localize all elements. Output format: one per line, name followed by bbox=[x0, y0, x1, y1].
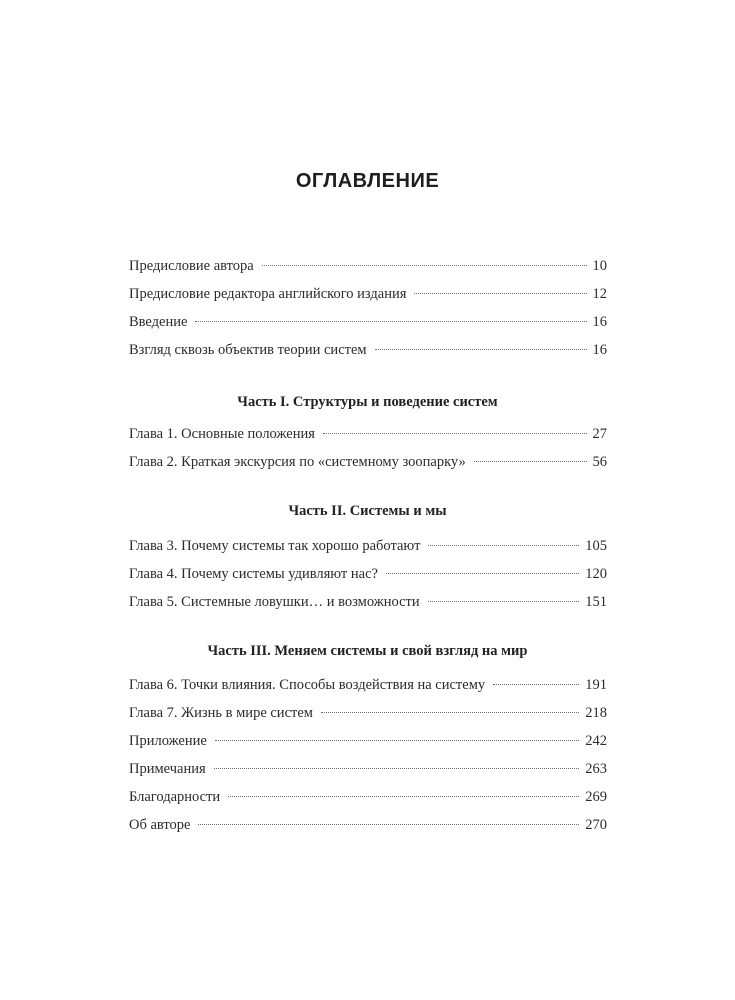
toc-entry-label: Глава 2. Краткая экскурсия по «системному зоопарку» bbox=[129, 454, 466, 470]
toc-entry bbox=[129, 560, 607, 588]
dot-leader bbox=[323, 433, 587, 434]
toc-entry bbox=[129, 755, 607, 783]
toc-entry-page: 151 bbox=[585, 594, 607, 610]
part-heading: Часть II. Системы и мы bbox=[288, 503, 447, 519]
toc-entry-page: 56 bbox=[592, 454, 607, 470]
dot-leader bbox=[215, 740, 579, 741]
toc-entry-label: Глава 7. Жизнь в мире систем bbox=[129, 705, 313, 721]
toc-entry-label: Взгляд сквозь объектив теории систем bbox=[129, 342, 367, 358]
dot-leader bbox=[321, 712, 579, 713]
toc-entry-label: Приложение bbox=[129, 733, 207, 749]
dot-leader bbox=[386, 573, 579, 574]
toc-entry-page: 16 bbox=[592, 342, 607, 358]
dot-leader bbox=[228, 796, 579, 797]
toc-entry-label: Глава 6. Точки влияния. Способы воздействия на систему bbox=[129, 677, 486, 693]
toc-entry-label: Предисловие редактора английского издания bbox=[129, 286, 407, 302]
toc-entry bbox=[129, 532, 607, 560]
toc-entry-label: Предисловие автора bbox=[129, 258, 254, 274]
toc-entry bbox=[129, 783, 607, 811]
dot-leader bbox=[195, 321, 586, 322]
dot-leader bbox=[214, 768, 580, 769]
toc-entry bbox=[129, 811, 607, 839]
toc-entry-page: 191 bbox=[585, 677, 607, 693]
toc-part-3 bbox=[129, 671, 607, 839]
toc-entry bbox=[129, 671, 607, 699]
dot-leader bbox=[198, 824, 579, 825]
toc-entry-label: Глава 1. Основные положения bbox=[129, 426, 315, 442]
toc-entry bbox=[129, 280, 607, 308]
toc-entry bbox=[129, 699, 607, 727]
toc-entry-page: 12 bbox=[592, 286, 607, 302]
toc-entry-label: Глава 5. Системные ловушки… и возможности bbox=[129, 594, 420, 610]
dot-leader bbox=[262, 265, 587, 266]
toc-entry-label: Благодарности bbox=[129, 789, 221, 805]
toc-entry-label: Глава 3. Почему системы так хорошо работают bbox=[129, 538, 421, 554]
toc-entry-page: 269 bbox=[585, 789, 607, 805]
toc-entry-label: Глава 4. Почему системы удивляют нас? bbox=[129, 566, 378, 582]
dot-leader bbox=[428, 545, 579, 546]
dot-leader bbox=[493, 684, 579, 685]
toc-entry bbox=[129, 420, 607, 448]
toc-part-1 bbox=[129, 420, 607, 476]
dot-leader bbox=[375, 349, 587, 350]
toc-entry bbox=[129, 308, 607, 336]
toc-entry-page: 16 bbox=[592, 314, 607, 330]
toc-entry bbox=[129, 588, 607, 616]
toc-part-2 bbox=[129, 532, 607, 616]
toc-entry-page: 10 bbox=[592, 258, 607, 274]
toc-entry-page: 242 bbox=[585, 733, 607, 749]
toc-entry bbox=[129, 252, 607, 280]
toc-entry-page: 120 bbox=[585, 566, 607, 582]
toc-entry-page: 263 bbox=[585, 761, 607, 777]
toc-entry-page: 27 bbox=[592, 426, 607, 442]
toc-entry bbox=[129, 336, 607, 364]
part-heading: Часть III. Меняем системы и свой взгляд на мир bbox=[207, 643, 528, 659]
toc-entry-label: Примечания bbox=[129, 761, 206, 777]
dot-leader bbox=[414, 293, 586, 294]
toc-entry bbox=[129, 727, 607, 755]
toc-entry-page: 218 bbox=[585, 705, 607, 721]
toc-entry bbox=[129, 448, 607, 476]
part-heading: Часть I. Структуры и поведение систем bbox=[237, 394, 498, 410]
toc-entry-label: Об авторе bbox=[129, 817, 191, 833]
dot-leader bbox=[474, 461, 587, 462]
dot-leader bbox=[428, 601, 580, 602]
page-title: ОГЛАВЛЕНИЕ bbox=[295, 170, 440, 192]
toc-entry-page: 105 bbox=[585, 538, 607, 554]
toc-entry-page: 270 bbox=[585, 817, 607, 833]
toc-front-matter bbox=[129, 252, 607, 364]
toc-entry-label: Введение bbox=[129, 314, 188, 330]
